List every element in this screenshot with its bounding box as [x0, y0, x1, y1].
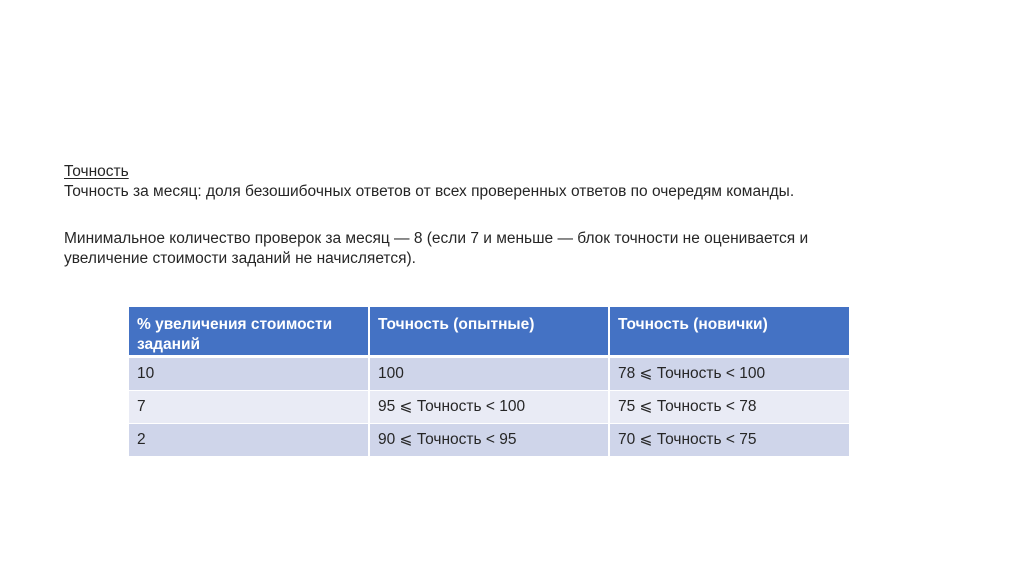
header-cost-increase-line-2: заданий	[137, 336, 200, 353]
minimum-checks-line-1: Минимальное количество проверок за месяц — 8 (если 7 и меньше — блок точности не оценивается и	[64, 230, 809, 247]
cell-increase: 10	[129, 357, 369, 391]
slide-text	[64, 162, 964, 269]
table-header-row	[129, 307, 849, 357]
cell-increase: 7	[129, 391, 369, 424]
table-row	[129, 357, 849, 391]
header-cost-increase	[129, 307, 369, 357]
minimum-checks-note	[64, 229, 964, 269]
cell-experienced: 95 ⩽ Точность < 100	[369, 391, 609, 424]
header-cost-increase-line-1: % увеличения стоимости	[137, 316, 333, 333]
cell-experienced: 90 ⩽ Точность < 95	[369, 424, 609, 457]
cell-novice: 78 ⩽ Точность < 100	[609, 357, 849, 391]
cell-increase: 2	[129, 424, 369, 457]
header-novice: Точность (новички)	[609, 307, 849, 357]
slide-heading: Точность	[64, 163, 129, 180]
accuracy-definition: Точность за месяц: доля безошибочных ответов от всех проверенных ответов по очередям команды.	[64, 183, 795, 200]
cell-novice: 75 ⩽ Точность < 78	[609, 391, 849, 424]
header-experienced: Точность (опытные)	[369, 307, 609, 357]
minimum-checks-line-2: увеличение стоимости заданий не начисляется).	[64, 250, 416, 267]
cell-novice: 70 ⩽ Точность < 75	[609, 424, 849, 457]
table-row	[129, 391, 849, 424]
cell-experienced: 100	[369, 357, 609, 391]
accuracy-table	[129, 307, 849, 457]
table-row	[129, 424, 849, 457]
